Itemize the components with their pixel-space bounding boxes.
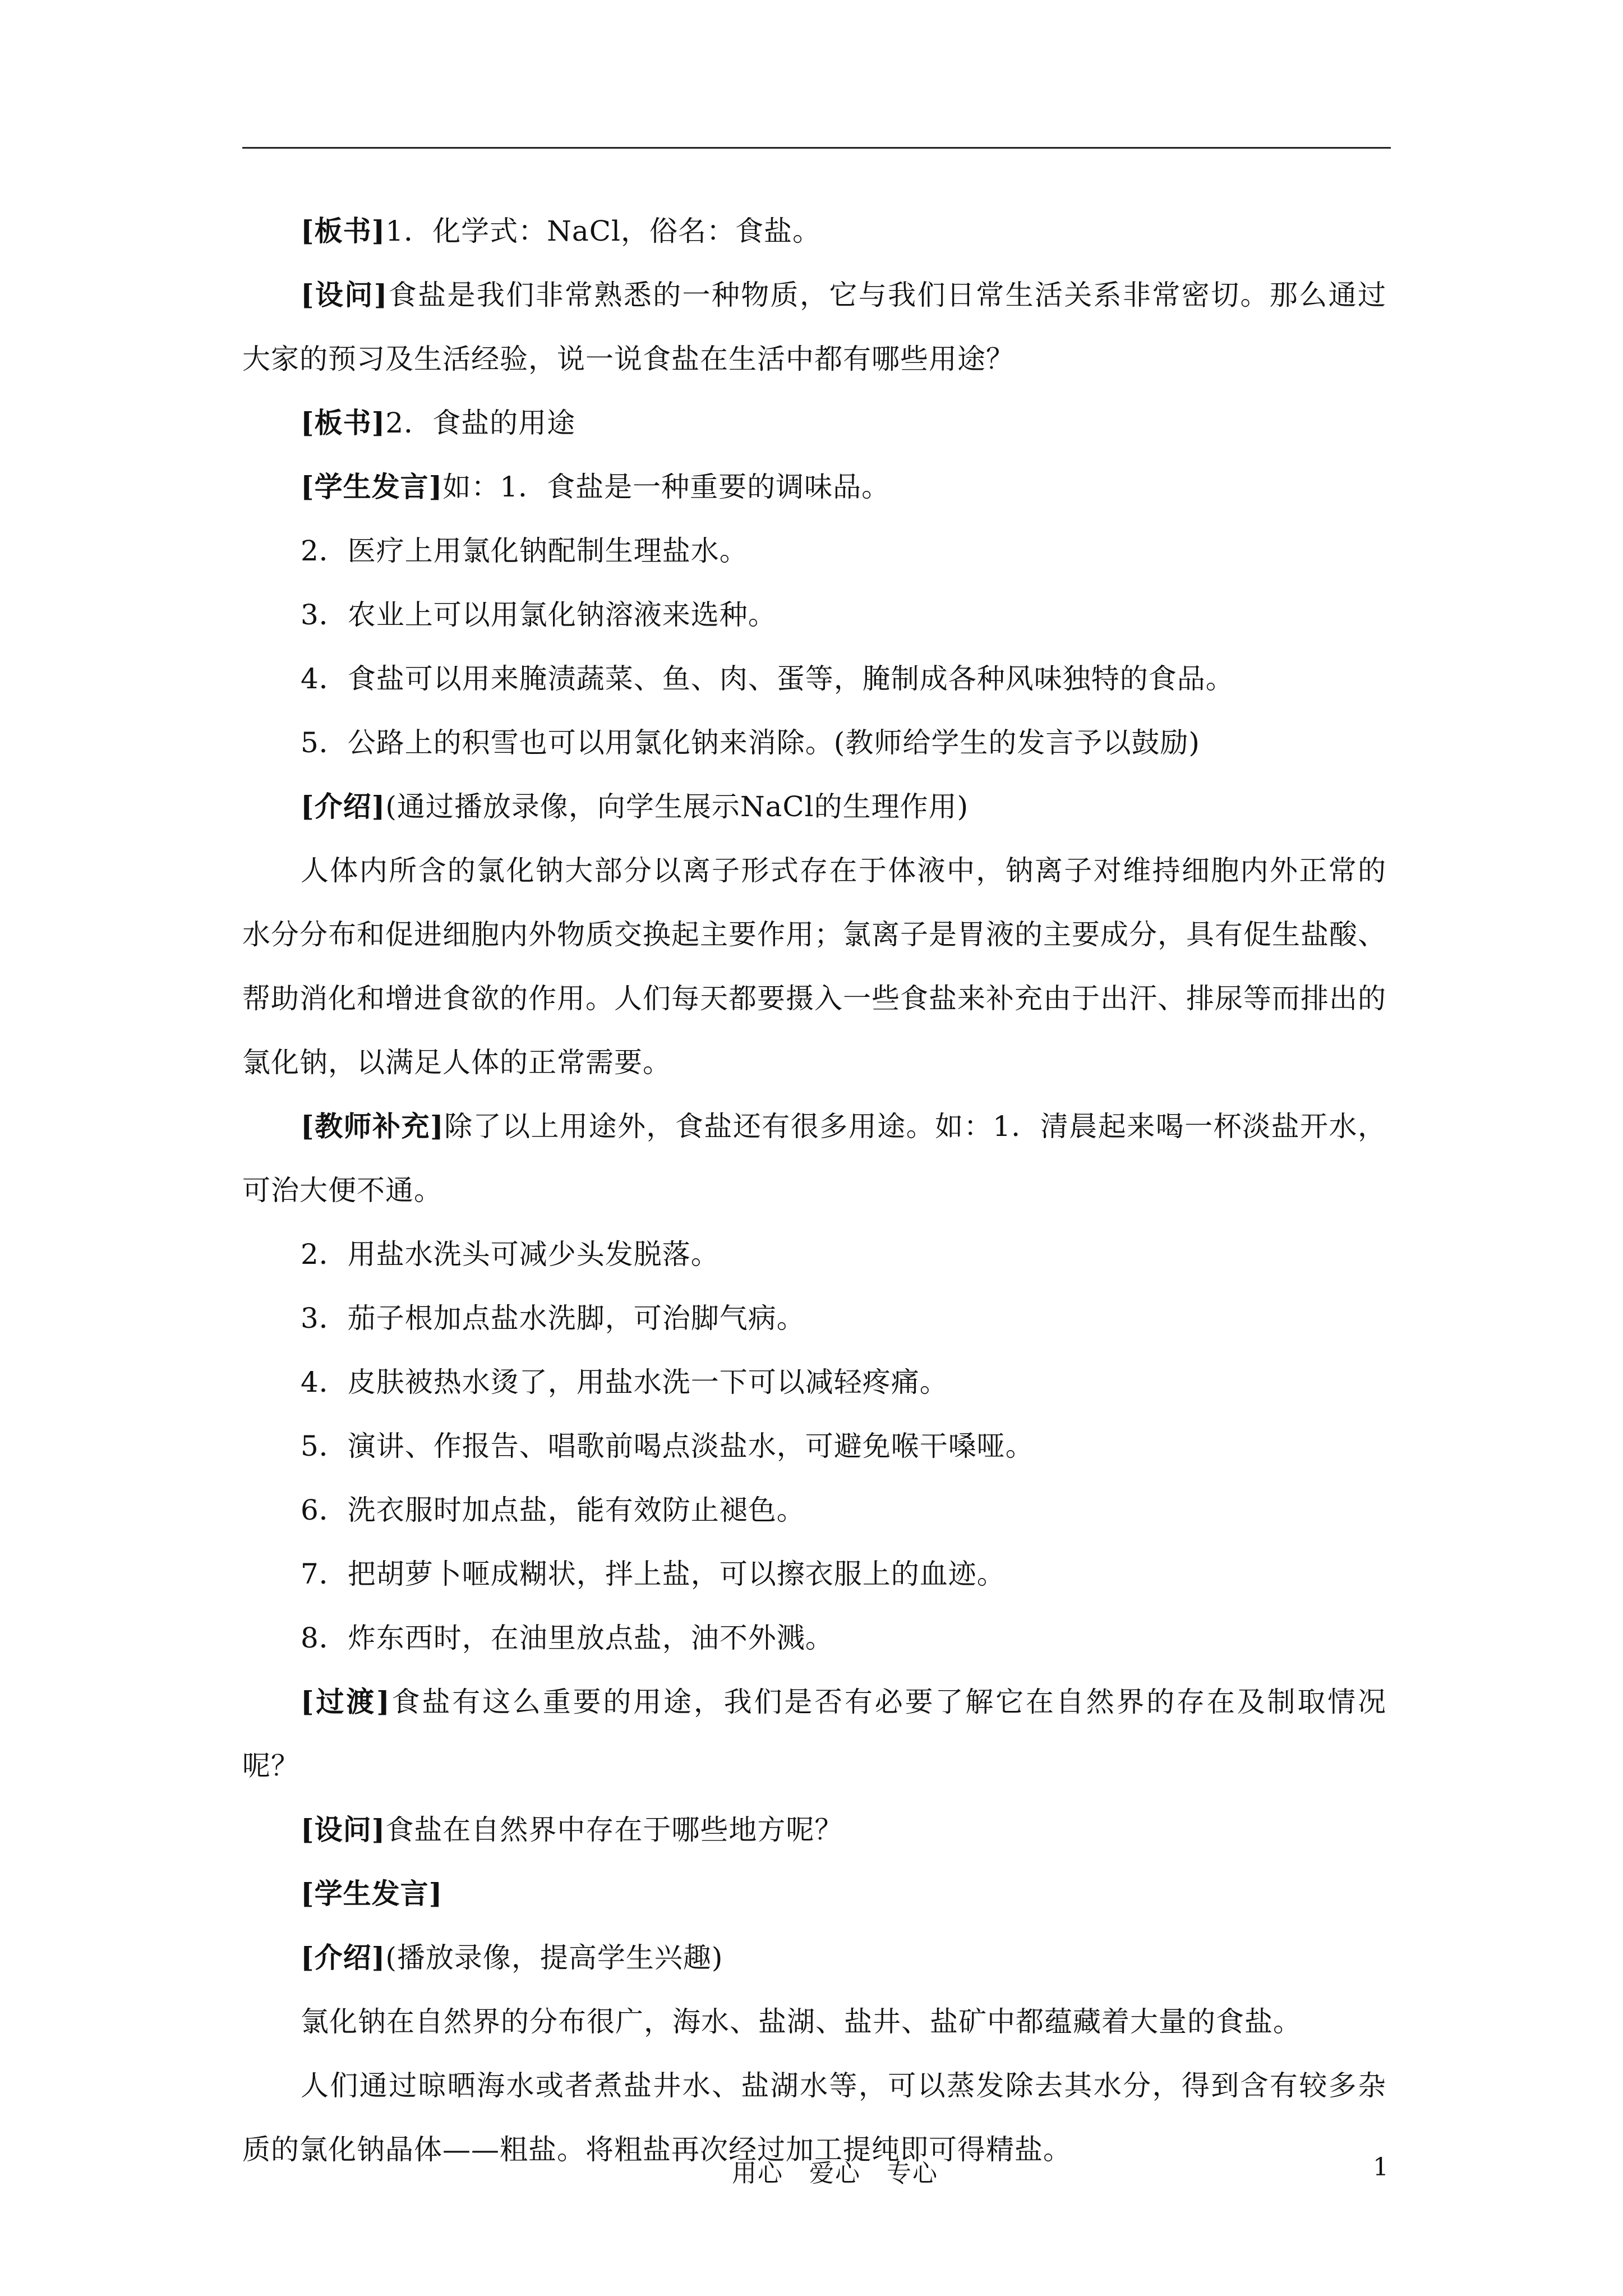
paragraph-text: 6．洗衣服时加点盐，能有效防止褪色。 [301, 1494, 805, 1526]
paragraph-tag: [介绍] [301, 1941, 386, 1974]
paragraph-tag: [学生发言] [301, 1877, 443, 1910]
paragraph-tag: [介绍] [301, 790, 386, 823]
paragraph [242, 391, 1386, 455]
document-body [242, 199, 1386, 2182]
paragraph-text: 7．把胡萝卜咂成糊状，拌上盐，可以擦衣服上的血迹。 [301, 1558, 1006, 1590]
paragraph [242, 1478, 1386, 1542]
paragraph [242, 263, 1386, 391]
header-rule [242, 147, 1391, 149]
paragraph-tag: [学生发言] [301, 470, 443, 503]
paragraph [242, 775, 1386, 839]
paragraph [242, 1606, 1386, 1670]
paragraph-text: 如：1．食盐是一种重要的调味品。 [442, 471, 891, 503]
paragraph-tag: [设问] [301, 278, 388, 311]
paragraph-text: 4．食盐可以用来腌渍蔬菜、鱼、肉、蛋等，腌制成各种风味独特的食品。 [301, 662, 1234, 695]
paragraph [242, 1798, 1386, 1862]
paragraph-text: 人体内所含的氯化钠大部分以离子形式存在于体液中，钠离子对维持细胞内外正常的水分分布和促进细胞内外物质交换起主要作用；氯离子是胃液的主要成分，具有促生盐酸、帮助消化和增进食欲的作用。人们每天都要摄入一些食盐来补充由于出汗、排尿等而排出的氯化钠，以满足人体的正常需要。 [242, 854, 1386, 1079]
footer-motto: 用心 爱心 专心 [732, 2159, 938, 2188]
paragraph-tag: [过渡] [301, 1685, 390, 1718]
paragraph-tag: [设问] [301, 1813, 386, 1846]
paragraph [242, 1222, 1386, 1286]
paragraph [242, 1990, 1386, 2054]
paragraph [242, 199, 1386, 263]
paragraph-text: 1．化学式：NaCl，俗名：食盐。 [385, 215, 821, 247]
paragraph [242, 839, 1386, 1094]
paragraph [242, 455, 1386, 519]
paragraph-text: 5．演讲、作报告、唱歌前喝点淡盐水，可避免喉干嗓哑。 [301, 1430, 1034, 1462]
paragraph-tag: [教师补充] [301, 1110, 444, 1143]
paragraph-text: 5．公路上的积雪也可以用氯化钠来消除。(教师给学生的发言予以鼓励) [301, 726, 1200, 759]
paragraph [242, 1862, 1386, 1926]
paragraph [242, 1286, 1386, 1350]
paragraph [242, 1350, 1386, 1414]
paragraph-tag: [板书] [301, 406, 386, 439]
paragraph-text: 4．皮肤被热水烫了，用盐水洗一下可以减轻疼痛。 [301, 1366, 948, 1398]
paragraph [242, 1542, 1386, 1606]
paragraph [242, 519, 1386, 583]
paragraph [242, 1670, 1386, 1798]
paragraph [242, 1094, 1386, 1222]
paragraph-text: 人们通过晾晒海水或者煮盐井水、盐湖水等，可以蒸发除去其水分，得到含有较多杂质的氯化钠晶体——粗盐。将粗盐再次经过加工提纯即可得精盐。 [242, 2069, 1386, 2166]
paragraph-text: 2．用盐水洗头可减少头发脱落。 [301, 1238, 720, 1271]
paragraph-text: (通过播放录像，向学生展示NaCl的生理作用) [385, 790, 969, 823]
paragraph-text: 食盐是我们非常熟悉的一种物质，它与我们日常生活关系非常密切。那么通过大家的预习及生活经验，说一说食盐在生活中都有哪些用途？ [242, 279, 1386, 375]
paragraph-text: 3．农业上可以用氯化钠溶液来选种。 [301, 599, 777, 631]
paragraph-text: 3．茄子根加点盐水洗脚，可治脚气病。 [301, 1302, 805, 1335]
paragraph [242, 583, 1386, 647]
paragraph-text: 食盐在自然界中存在于哪些地方呢？ [385, 1814, 843, 1846]
paragraph-text: 氯化钠在自然界的分布很广，海水、盐湖、盐井、盐矿中都蕴藏着大量的食盐。 [301, 2005, 1302, 2038]
paragraph [242, 1926, 1386, 1990]
paragraph [242, 711, 1386, 775]
paragraph-text: (播放录像，提高学生兴趣) [385, 1941, 723, 1974]
paragraph [242, 647, 1386, 711]
paragraph [242, 1414, 1386, 1478]
page-footer [0, 2153, 1623, 2192]
page-number: 1 [1373, 2153, 1389, 2182]
paragraph-text: 食盐有这么重要的用途，我们是否有必要了解它在自然界的存在及制取情况呢？ [242, 1686, 1386, 1782]
paragraph-tag: [板书] [301, 214, 386, 247]
paragraph-text: 8．炸东西时，在油里放点盐，油不外溅。 [301, 1622, 834, 1654]
paragraph-text: 2．食盐的用途 [385, 407, 576, 439]
paragraph-text: 除了以上用途外，食盐还有很多用途。如：1．清晨起来喝一杯淡盐开水，可治大便不通。 [242, 1110, 1386, 1207]
paragraph-text: 2．医疗上用氯化钠配制生理盐水。 [301, 535, 748, 567]
